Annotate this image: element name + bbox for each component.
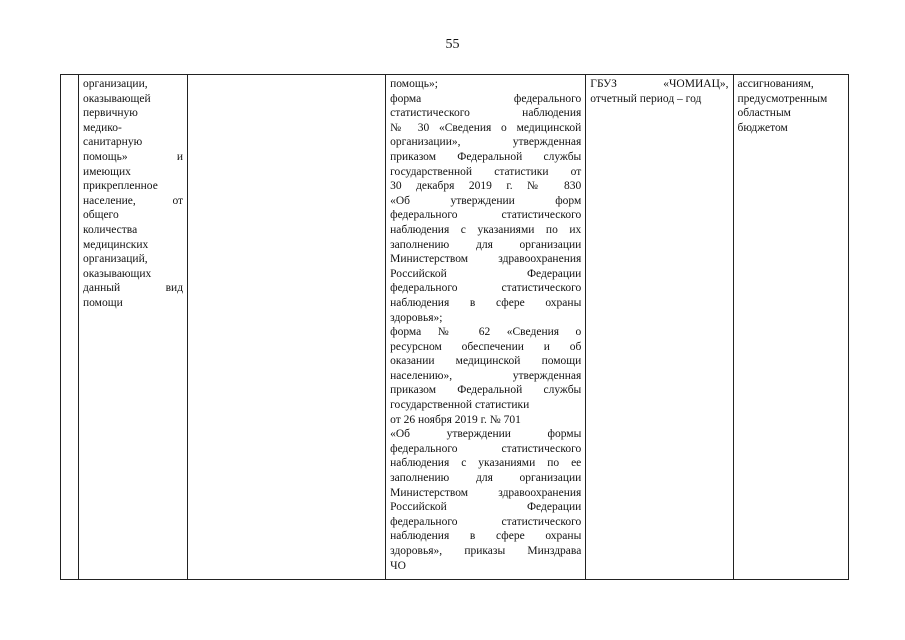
cell-text-line: прикрепленное [83, 180, 158, 193]
cell-text-line: от 26 ноября 2019 г. № 701 [390, 413, 521, 426]
cell-text-line: первичную [83, 107, 138, 120]
document-table [60, 74, 849, 580]
cell-text-line: количества [83, 223, 138, 236]
cell-text-line: организации», утвержденная [390, 136, 582, 149]
cell-text-line: заполнению для организации [390, 238, 582, 251]
responsible-org-cell [586, 75, 733, 580]
cell-text-line: Министерством здравоохранения [390, 253, 582, 266]
cell-text-line: медико- [83, 121, 122, 134]
cell-text-line: данный вид [83, 282, 184, 295]
cell-text-line: помощь»; [390, 78, 438, 90]
cell-text-line: организации, [83, 78, 148, 90]
index-cell [61, 75, 79, 580]
cell-text-line: областным [737, 107, 791, 120]
cell-text-line: № 30 «Сведения о медицинской [390, 121, 582, 134]
page-number: 55 [445, 37, 460, 52]
cell-text-line: государственной статистики [390, 399, 530, 412]
cell-text-line: государственной статистики от [390, 165, 582, 178]
cell-text-line: оказывающей [83, 92, 151, 105]
cell-text-line: отчетный период – год [590, 92, 702, 105]
cell-text-line: помощь» и [83, 150, 184, 163]
cell-text-line: оказывающих [83, 267, 152, 280]
funding-cell [733, 75, 848, 580]
cell-text-line: оказании медицинской помощи [390, 355, 582, 368]
cell-text-line: население, от [83, 194, 184, 207]
cell-text-line: наблюдения в сфере охраны [390, 530, 582, 543]
cell-text-line: населению», утвержденная [390, 369, 582, 382]
cell-text-line: ассигнованиям, [737, 78, 814, 90]
cell-text-line: общего [83, 209, 119, 222]
cell-text-line: заполнению для организации [390, 472, 582, 485]
cell-text-line: ресурсном обеспечении и об [390, 340, 582, 353]
cell-text-line: приказом Федеральной службы [390, 384, 582, 397]
cell-text-line: федерального статистического [390, 442, 582, 455]
cell-text-line: организаций, [83, 253, 148, 266]
cell-text-line: федерального статистического [390, 209, 582, 222]
table-row [61, 75, 849, 580]
cell-text-line: предусмотренным [737, 92, 828, 105]
cell-text-line: медицинских [83, 238, 149, 251]
cell-text-line: форма федерального [390, 92, 582, 105]
cell-text-line: здоровья», приказы Минздрава [390, 545, 582, 557]
data-source-cell [386, 75, 586, 580]
cell-text-line: статистического наблюдения [390, 107, 582, 120]
cell-text-line: Российской Федерации [390, 267, 582, 280]
empty-cell [188, 75, 386, 580]
cell-text-line: наблюдения с указаниями по их [390, 223, 582, 236]
cell-text-line: имеющих [83, 165, 131, 178]
cell-text-line: санитарную [83, 136, 143, 149]
indicator-name-cell [79, 75, 188, 580]
cell-text-line: бюджетом [737, 121, 788, 134]
cell-text-line: Российской Федерации [390, 501, 582, 514]
cell-text-line: Министерством здравоохранения [390, 486, 582, 499]
cell-text-line: «Об утверждении форм [390, 194, 582, 207]
cell-text-line: форма № 62 «Сведения о [390, 326, 582, 339]
cell-text-line: федерального статистического [390, 515, 582, 528]
cell-text-line: ЧО [390, 559, 406, 572]
cell-text-line: 30 декабря 2019 г. № 830 [390, 180, 582, 193]
cell-text-line: приказом Федеральной службы [390, 150, 582, 163]
cell-text-line: федерального статистического [390, 282, 582, 295]
cell-text-line: наблюдения в сфере охраны [390, 296, 582, 309]
cell-text-line: помощи [83, 296, 123, 309]
cell-text-line: ГБУЗ «ЧОМИАЦ», [590, 78, 729, 90]
cell-text-line: «Об утверждении формы [390, 428, 582, 441]
cell-text-line: наблюдения с указаниями по ее [390, 457, 582, 470]
cell-text-line: здоровья»; [390, 311, 443, 324]
